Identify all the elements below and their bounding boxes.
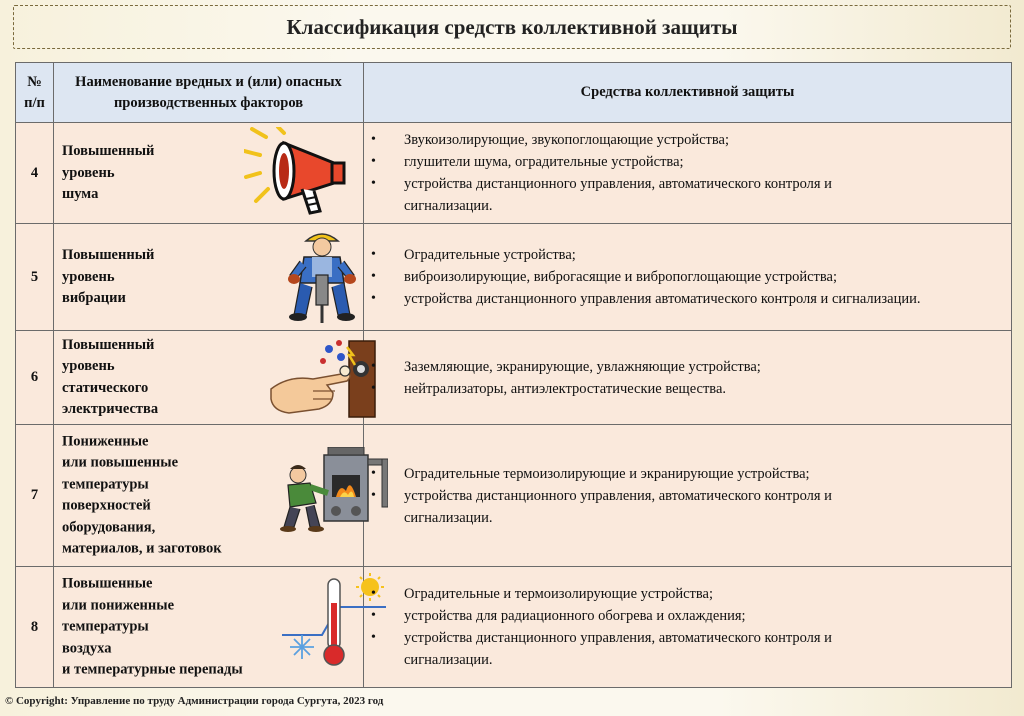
- list-item: • устройства для радиационного обогрева и охлаждения;: [404, 605, 1011, 627]
- factor-name: Повышенный уровень вибрации: [62, 246, 155, 306]
- factor-cell: [54, 425, 364, 567]
- row-number: 6: [16, 331, 54, 425]
- list-item: • Оградительные и термоизолирующие устройства;: [404, 583, 1011, 605]
- list-item: • устройства дистанционного управления, автоматического контроля и сигнализации.: [404, 173, 924, 217]
- list-item: • устройства дистанционного управления, автоматического контроля и сигнализации.: [404, 485, 924, 529]
- means-cell: [364, 224, 1012, 331]
- factor-name: Повышенные или пониженные температуры воздуха и температурные перепады: [62, 575, 243, 678]
- means-cell: [364, 123, 1012, 224]
- means-cell: [364, 567, 1012, 688]
- header-means: Средства коллективной защиты: [364, 63, 1012, 123]
- factor-cell: [54, 331, 364, 425]
- means-cell: [364, 425, 1012, 567]
- factor-name: Пониженные или повышенные температуры поверхностей оборудования, материалов, и заготовок: [62, 433, 222, 557]
- list-item: • устройства дистанционного управления, автоматического контроля и сигнализации.: [404, 627, 924, 671]
- table-row: [16, 331, 1012, 425]
- title-box: [13, 5, 1011, 49]
- table-row: [16, 123, 1012, 224]
- factor-name: Повышенный уровень шума: [62, 142, 155, 202]
- protection-table: [15, 62, 1012, 688]
- static-spark-hand-icon: [269, 335, 379, 421]
- list-item: • устройства дистанционного управления автоматического контроля и сигнализации.: [404, 288, 924, 310]
- copyright-footer: © Copyright: Управление по труду Администрации города Сургута, 2023 год: [5, 695, 384, 707]
- table-header-row: [16, 63, 1012, 123]
- table-row: [16, 425, 1012, 567]
- factor-name: Повышенный уровень статического электричества: [62, 336, 159, 417]
- list-item: • Оградительные устройства;: [404, 244, 1011, 266]
- header-factor: Наименование вредных и (или) опасных производственных факторов: [54, 63, 364, 123]
- jackhammer-worker-icon: [282, 227, 362, 327]
- row-number: 5: [16, 224, 54, 331]
- row-number: 7: [16, 425, 54, 567]
- row-number: 4: [16, 123, 54, 224]
- list-item: • Звукоизолирующие, звукопоглощающие устройства;: [404, 129, 1011, 151]
- table-row: [16, 224, 1012, 331]
- list-item: • нейтрализаторы, антиэлектростатические вещества.: [404, 378, 1011, 400]
- list-item: • виброизолирующие, виброгасящие и вибропоглощающие устройства;: [404, 266, 1011, 288]
- factor-cell: [54, 224, 364, 331]
- means-cell: [364, 331, 1012, 425]
- list-item: • Оградительные термоизолирующие и экранирующие устройства;: [404, 463, 1011, 485]
- factor-cell: [54, 567, 364, 688]
- header-num: № п/п: [16, 63, 54, 123]
- megaphone-icon: [244, 127, 354, 219]
- list-item: • Заземляющие, экранирующие, увлажняющие устройства;: [404, 356, 1011, 378]
- table-row: [16, 567, 1012, 688]
- page-title: Классификация средств коллективной защиты: [286, 14, 738, 39]
- factor-cell: [54, 123, 364, 224]
- row-number: 8: [16, 567, 54, 688]
- list-item: • глушители шума, оградительные устройства;: [404, 151, 1011, 173]
